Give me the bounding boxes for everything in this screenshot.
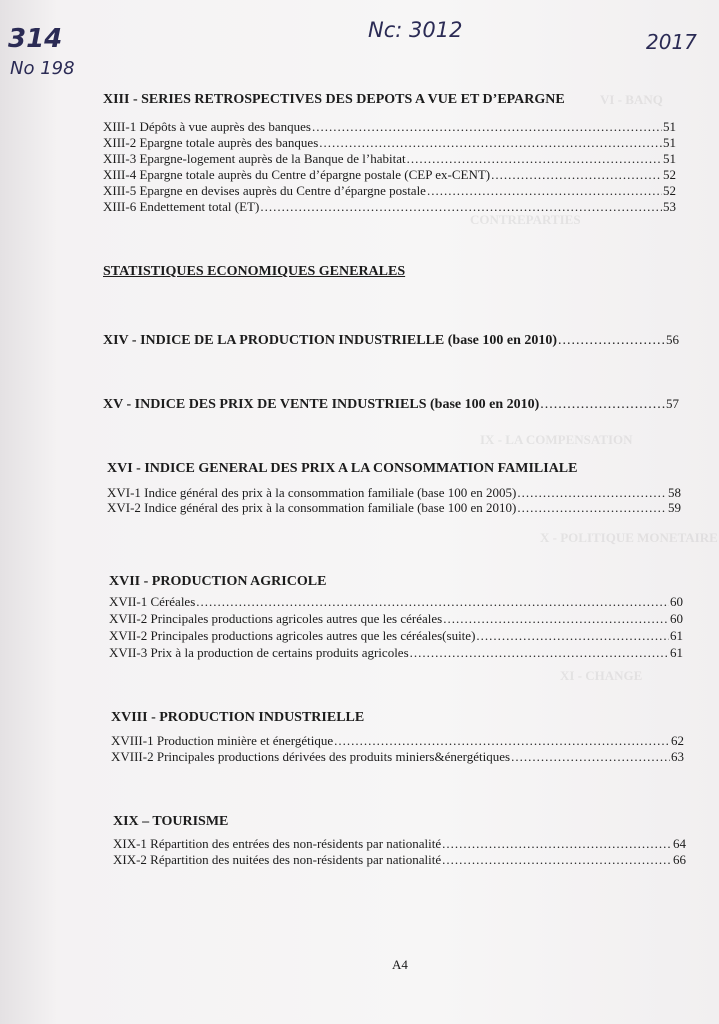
- toc-entry: [113, 836, 686, 852]
- dot-leader: [442, 852, 672, 868]
- toc-entry-page: 60: [670, 594, 683, 609]
- toc-entry-label: XVII-2 Principales productions agricoles autres que les céréales(suite): [109, 628, 476, 643]
- toc-entry-label: XVII-3 Prix à la production de certains produits agricoles: [109, 645, 409, 660]
- dot-leader: [491, 167, 662, 183]
- toc-entry-page: 57: [666, 396, 679, 411]
- toc-entry: [103, 151, 676, 167]
- toc-entry: [111, 749, 684, 765]
- toc-entry-label: XVI-2 Indice général des prix à la consommation familiale (base 100 en 2010): [107, 500, 517, 515]
- dot-leader: [427, 183, 662, 199]
- section-title-xviii: XVIII - PRODUCTION INDUSTRIELLE: [111, 710, 365, 725]
- toc-entry: [103, 183, 676, 199]
- dot-leader: [443, 611, 669, 627]
- toc-entry-page: 51: [663, 135, 676, 150]
- handwritten-reference: Nc: 3012: [368, 18, 463, 42]
- toc-entry-label: XIII-4 Epargne totale auprès du Centre d’épargne postale (CEP ex-CENT): [103, 167, 491, 182]
- toc-entry-label: XVII-1 Céréales: [109, 594, 196, 609]
- toc-entry-label: XVIII-1 Production minière et énergétique: [111, 733, 334, 748]
- toc-entry-label: XIX-1 Répartition des entrées des non-résidents par nationalité: [113, 836, 442, 851]
- toc-entry-label: XIII-3 Epargne-logement auprès de la Banque de l’habitat: [103, 151, 406, 166]
- stats-heading: STATISTIQUES ECONOMIQUES GENERALES: [103, 264, 406, 279]
- toc-entry-label: XVIII-2 Principales productions dérivées des produits miniers&énergétiques: [111, 749, 511, 764]
- toc-entry: [103, 135, 676, 151]
- dot-leader: [334, 733, 670, 749]
- section-title-xiii: XIII - SERIES RETROSPECTIVES DES DEPOTS A VUE ET D’EPARGNE: [103, 92, 565, 107]
- toc-entry-page: 60: [670, 611, 683, 626]
- toc-entry-page: 63: [671, 749, 684, 764]
- toc-entry-page: 58: [668, 485, 681, 500]
- toc-section-entry-xiv: [103, 332, 679, 349]
- toc-entry: [109, 628, 683, 644]
- section-title-xiv: XIV - INDICE DE LA PRODUCTION INDUSTRIELLE (base 100 en 2010): [103, 333, 558, 348]
- handwritten-year: 2017: [646, 30, 697, 54]
- dot-leader: [319, 135, 662, 151]
- toc-entry-label: XIX-2 Répartition des nuitées des non-résidents par nationalité: [113, 852, 442, 867]
- toc-entry: [111, 733, 684, 749]
- bleed-through: X - POLITIQUE MONETAIRE: [540, 530, 718, 545]
- section-title-xv: XV - INDICE DES PRIX DE VENTE INDUSTRIELS (base 100 en 2010): [103, 397, 540, 412]
- dot-leader: [312, 119, 662, 135]
- dot-leader: [517, 485, 667, 501]
- toc-entry-label: XIII-2 Epargne totale auprès des banques: [103, 135, 319, 150]
- toc-entry-page: 52: [663, 183, 676, 198]
- dot-leader: [260, 199, 662, 215]
- toc-entry-page: 64: [673, 836, 686, 851]
- section-title-xix: XIX – TOURISME: [113, 814, 229, 829]
- bleed-through: IX - LA COMPENSATION: [480, 432, 633, 447]
- toc-entry-label: XVI-1 Indice général des prix à la consommation familiale (base 100 en 2005): [107, 485, 517, 500]
- toc-section-entry-xv: [103, 396, 679, 413]
- dot-leader: [407, 151, 662, 167]
- bleed-through: XI - CHANGE: [560, 668, 643, 683]
- toc-entry-page: 52: [663, 167, 676, 182]
- dot-leader: [196, 594, 669, 610]
- handwritten-no: No 198: [10, 58, 75, 79]
- toc-entry: [109, 594, 683, 610]
- dot-leader: [476, 628, 669, 644]
- dot-leader: [517, 500, 667, 516]
- toc-entry-page: 59: [668, 500, 681, 515]
- toc-entry-label: XIII-6 Endettement total (ET): [103, 199, 260, 214]
- dot-leader: [410, 645, 669, 661]
- toc-entry: [103, 167, 676, 183]
- toc-entry-label: XVII-2 Principales productions agricoles autres que les céréales: [109, 611, 443, 626]
- toc-entry-label: XIII-1 Dépôts à vue auprès des banques: [103, 119, 311, 134]
- dot-leader: [558, 333, 665, 349]
- toc-entry-page: 61: [670, 628, 683, 643]
- toc-entry-page: 51: [663, 119, 676, 134]
- toc-entry: [109, 645, 683, 661]
- toc-entry: [107, 485, 681, 501]
- toc-entry: [113, 852, 686, 868]
- section-title-xvi: XVI - INDICE GENERAL DES PRIX A LA CONSOMMATION FAMILIALE: [107, 461, 578, 476]
- toc-entry: [107, 500, 681, 516]
- handwritten-number: 314: [8, 24, 63, 54]
- toc-entry-page: 61: [670, 645, 683, 660]
- toc-entry-label: XIII-5 Epargne en devises auprès du Centre d’épargne postale: [103, 183, 426, 198]
- toc-entry-page: 62: [671, 733, 684, 748]
- page-number-footer: A4: [392, 957, 408, 972]
- bleed-through: VI - BANQ: [600, 92, 663, 107]
- dot-leader: [442, 836, 672, 852]
- toc-entry: [103, 199, 676, 215]
- dot-leader: [540, 397, 665, 413]
- toc-entry: [109, 611, 683, 627]
- toc-entry-page: 66: [673, 852, 686, 867]
- dot-leader: [511, 749, 670, 765]
- section-title-xvii: XVII - PRODUCTION AGRICOLE: [109, 574, 327, 589]
- toc-entry-page: 51: [663, 151, 676, 166]
- toc-entry-page: 53: [663, 199, 676, 214]
- bleed-through: CONTREPARTIES: [470, 212, 581, 227]
- toc-entry: [103, 119, 676, 135]
- toc-entry-page: 56: [666, 332, 679, 347]
